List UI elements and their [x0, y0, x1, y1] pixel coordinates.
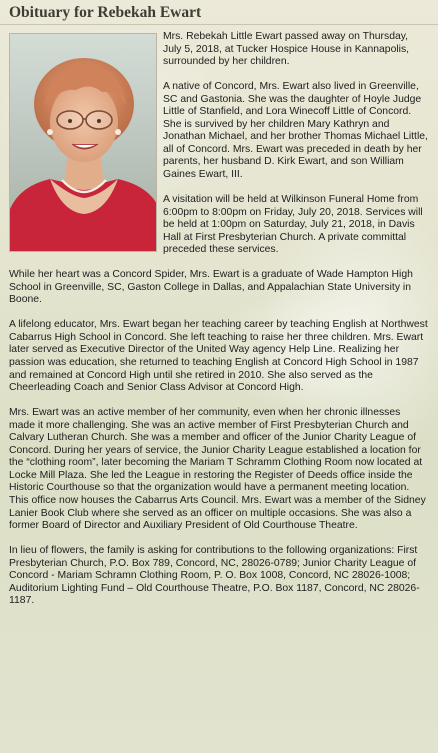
page-title: Obituary for Rebekah Ewart [0, 3, 438, 25]
paragraph-services: A visitation will be held at Wilkinson Funeral Home from 6:00pm to 8:00pm on Friday, July 20, 2018. Services will be held at 1:00pm on Saturday, July 21, 2018, in Davis Hall at First Presbyterian Church. A private committal preceded these services. [163, 194, 423, 256]
paragraph-community: Mrs. Ewart was an active member of her community, even when her chronic illnesses made it more challenging. She was an active member of First Presbyterian Church and Calvary Lutheran Church. She was a member and officer of the Junior Charity League of Concord. During her years of service, the Junior Charity League established a location for the “clothing room”, later becoming the Mariam T Schramm Clothing Room now located at Locke Mill Plaza. She led the League in restoring the Register of Deeds office inside the Historic Courthouse so that the organization would have a permanent meeting location. This office now houses the Cabarrus Arts Council. Mrs. Ewart was a member of the Sidney Lanier Book Club where she served as an officer on multiple occasions. She was also a former Board of Director and Auxiliary President of Old Courthouse Theatre. [9, 407, 426, 532]
obituary-content [9, 31, 429, 608]
paragraph-education: While her heart was a Concord Spider, Mrs. Ewart is a graduate of Wade Hampton High School in Greenville, SC, Gaston College in Dallas, and Appalachian State University in Boone. [9, 269, 413, 306]
paragraph-career: A lifelong educator, Mrs. Ewart began her teaching career by teaching English at Northwest Cabarrus High School in Concord. She left teaching to raise her three children. Mrs. Ewart later served as Executive Director of the United Way agency Help Line. Realizing her passion was education, she returned to teaching English at Concord High School in 1987 and remained at Concord High until she retired in 2010. She also served as the Cheerleading Coach and Senior Class Advisor at Concord High. [9, 319, 428, 394]
paragraph-family: A native of Concord, Mrs. Ewart also lived in Greenville, SC and Gastonia. She was the daughter of Hoyle Judge Little of Stanfield, and Lora Winecoff Little of Concord. She is survived by her children Mary Kathryn and Jonathan Michael, and her brother Thomas Michael Little, all of Concord. Mrs. Ewart was preceded in death by her parents, her husband D. Kirk Ewart, and son William Gaines Ewart, III. [163, 81, 428, 180]
portrait-illustration [10, 34, 157, 252]
paragraph-contributions: In lieu of flowers, the family is asking for contributions to the following organizations: First Presbyterian Church, P.O. Box 789, Concord, NC, 28026-0789; Junior Charity League of Concord - Mariam Schramn Clothing Room, P. O. Box 1008, Concord, NC 28026-1008; Auditorium Lighting Fund – Old Courthouse Theatre, P.O. Box 1187, Concord, NC 28026-1187. [9, 545, 420, 607]
portrait-photo [9, 33, 157, 252]
paragraph-passing: Mrs. Rebekah Little Ewart passed away on Thursday, July 5, 2018, at Tucker Hospice House in Kannapolis, surrounded by her children. [163, 31, 410, 68]
